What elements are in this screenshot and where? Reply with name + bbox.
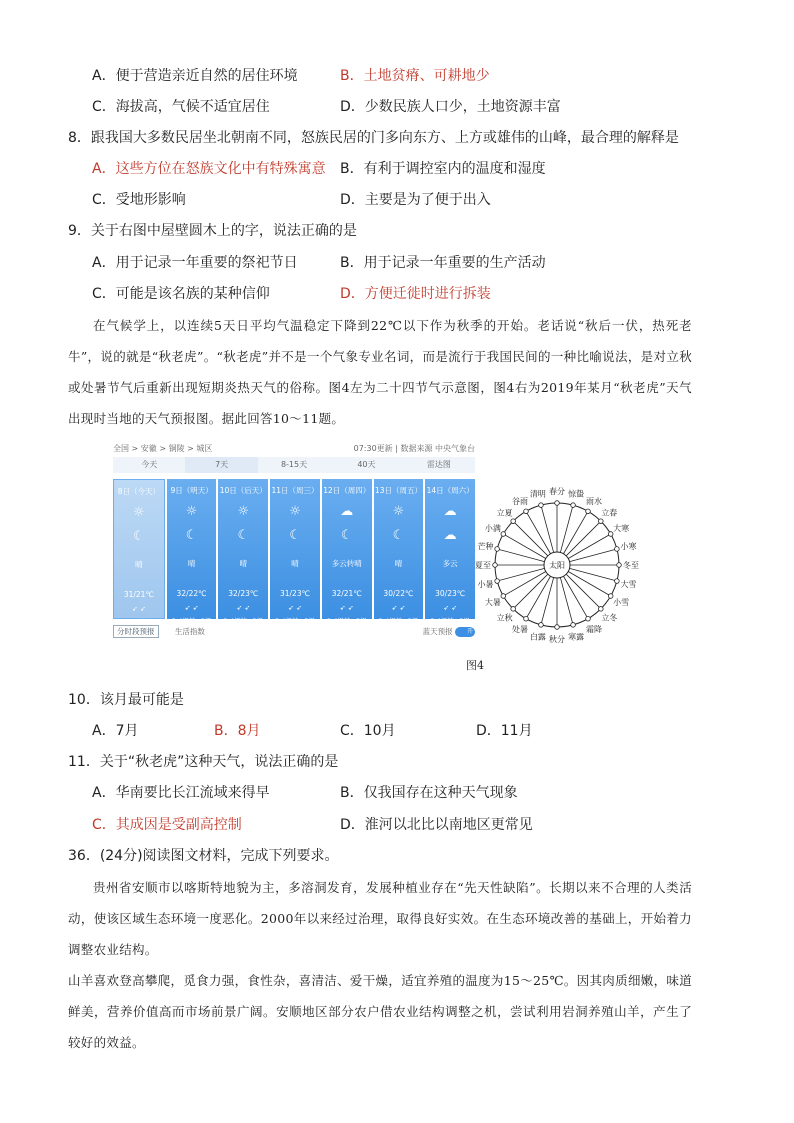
q8-option-c: C．受地形影响 xyxy=(92,192,186,208)
term-point xyxy=(617,563,622,568)
term-label: 霜降 xyxy=(586,625,602,635)
forecast-day-card[interactable] xyxy=(374,479,424,625)
term-point xyxy=(599,519,604,524)
wind-icon: ➶ ➶ xyxy=(184,604,199,612)
term-spoke xyxy=(568,572,610,597)
q11-option-c: C．其成因是受副高控制 xyxy=(92,817,242,833)
night-weather-icon: ☾ xyxy=(237,528,250,543)
blue-sky-toggle[interactable]: 开 xyxy=(455,627,475,637)
term-point xyxy=(495,547,500,552)
q7-option-d: D．少数民族人口少，土地资源丰富 xyxy=(340,99,561,115)
passage-text: 在气候学上，以连续5天日平均气温稳定下降到22℃以下作为秋季的开始。老话说“秋后一伏，热死老牛”，说的就是“秋老虎”。“秋老虎”并不是一个气象专业名词，而是流行于我国民间的一种比喻说法，是对立秋或处暑节气后重新出现短期炎热天气的俗称。图4左为二十四节气示意图，图4右为2019年某月“秋老虎”天气出现时当地的天气预报图。据此回答10～11题。 xyxy=(68,318,692,426)
term-spoke xyxy=(526,511,551,553)
term-point xyxy=(586,509,591,514)
term-label: 谷雨 xyxy=(512,496,528,506)
forecast-condition: 晴 xyxy=(394,559,403,568)
tab-8-15day[interactable]: 8-15天 xyxy=(280,460,308,469)
night-weather-icon: ☾ xyxy=(133,529,145,544)
forecast-date: 8日（今天） xyxy=(117,487,160,496)
term-label: 夏至 xyxy=(475,561,491,570)
forecast-temperature: 32/23℃ xyxy=(228,589,259,598)
term-spoke xyxy=(513,574,548,609)
day-weather-icon: ☼ xyxy=(237,504,250,519)
term-point xyxy=(495,579,500,584)
term-point xyxy=(501,594,506,599)
forecast-date: 13日（周五） xyxy=(374,486,422,495)
q36-paragraph-2: 山羊喜欢登高攀爬，觅食力强，食性杂，喜清洁、爱干燥，适宜养殖的温度为15～25℃。因其肉质细嫩，味道鲜美，营养价值高而市场前景广阔。安顺地区部分农户借农业结构调整之机，尝试利用岩洞养殖山羊，产生了较好的效益。 xyxy=(68,973,692,1050)
forecast-date: 11日（周三） xyxy=(271,486,319,495)
day-weather-icon: ☼ xyxy=(392,504,405,519)
term-point xyxy=(599,607,604,612)
term-point xyxy=(615,547,620,552)
wind-icon: ➶ ➶ xyxy=(236,604,251,612)
forecast-temperature: 31/23℃ xyxy=(279,589,311,598)
term-spoke xyxy=(560,578,573,625)
wind-icon: ➶ ➶ xyxy=(443,604,458,612)
term-spoke xyxy=(497,549,544,562)
q8-stem: 8．跟我国大多数民居坐北朝南不同，怒族民居的门多向东方、上方或雄伟的山峰，最合理的解释是 xyxy=(68,130,679,146)
term-label: 大暑 xyxy=(484,598,501,607)
term-label: 冬至 xyxy=(623,561,639,570)
term-label: 大寒 xyxy=(613,524,630,533)
forecast-wind: 3-4级转<3级 xyxy=(326,617,367,625)
forecast-wind: 3-4级转<3级 xyxy=(223,617,264,625)
term-label: 寒露 xyxy=(568,632,585,642)
term-point xyxy=(571,623,576,628)
forecast-day-card[interactable] xyxy=(167,479,217,625)
forecast-condition: 晴 xyxy=(135,560,143,569)
term-label: 春分 xyxy=(549,487,565,496)
forecast-temperature: 32/22℃ xyxy=(176,589,207,598)
term-spoke xyxy=(526,576,551,618)
term-point xyxy=(615,579,620,584)
term-point xyxy=(511,519,516,524)
q10-option-b: B．8月 xyxy=(214,723,261,739)
term-label: 小寒 xyxy=(620,541,637,551)
forecast-day-card[interactable] xyxy=(425,479,475,625)
term-label: 雨水 xyxy=(586,496,602,506)
weather-update-info: 07:30更新 | 数据来源 中央气象台 xyxy=(353,443,475,453)
passage-autumn-tiger xyxy=(68,310,692,434)
term-point xyxy=(524,616,529,621)
q7-option-a: A．便于营造亲近自然的居住环境 xyxy=(92,68,298,84)
term-spoke xyxy=(570,549,617,562)
forecast-day-card[interactable] xyxy=(322,479,372,625)
term-spoke xyxy=(568,534,610,559)
q9-option-a: A．用于记录一年重要的祭祀节日 xyxy=(92,255,298,271)
q9-stem: 9．关于右图中屋壁圆木上的字，说法正确的是 xyxy=(68,223,357,239)
term-spoke xyxy=(564,576,589,618)
term-point xyxy=(539,503,544,508)
q36-stem: 36．(24分)阅读图文材料，完成下列要求。 xyxy=(68,848,339,864)
night-weather-icon: ☁ xyxy=(443,528,457,543)
term-label: 秋分 xyxy=(549,635,565,644)
forecast-day-card[interactable] xyxy=(270,479,320,625)
forecast-wind: 3-4级转<3级 xyxy=(378,617,419,625)
day-weather-icon: ☼ xyxy=(289,504,301,519)
weather-tabs xyxy=(113,457,475,473)
q8-option-a: A．这些方位在怒族文化中有特殊寓意 xyxy=(92,161,326,177)
term-label: 处暑 xyxy=(512,625,528,635)
term-spoke xyxy=(503,572,545,597)
day-weather-icon: ☼ xyxy=(185,504,198,519)
forecast-condition: 晴 xyxy=(291,559,299,568)
q9-option-c: C．可能是该名族的某种信仰 xyxy=(92,286,270,302)
sun-label: 太阳 xyxy=(549,561,565,570)
forecast-days xyxy=(113,479,475,626)
term-label: 小雪 xyxy=(613,598,630,607)
night-weather-icon: ☾ xyxy=(185,528,198,543)
weather-forecast-widget xyxy=(113,441,475,639)
q9-option-b: B．用于记录一年重要的生产活动 xyxy=(340,255,546,271)
forecast-temperature: 30/22℃ xyxy=(383,589,414,598)
term-point xyxy=(555,501,560,506)
term-spoke xyxy=(497,568,544,581)
forecast-temperature: 31/21℃ xyxy=(123,590,154,599)
night-weather-icon: ☾ xyxy=(289,528,301,543)
q10-option-d: D．11月 xyxy=(476,723,533,739)
forecast-condition: 晴 xyxy=(187,559,196,568)
q11-option-b: B．仅我国存在这种天气现象 xyxy=(340,785,518,801)
wind-icon: ➶ ➶ xyxy=(131,605,146,613)
figure-caption: 图4 xyxy=(466,659,484,672)
forecast-condition: 多云转晴 xyxy=(331,559,362,568)
term-label: 芒种 xyxy=(477,541,494,551)
forecast-condition: 晴 xyxy=(239,559,248,568)
q11-option-d: D．淮河以北比以南地区更常见 xyxy=(340,817,533,833)
term-point xyxy=(555,625,560,630)
life-index-link[interactable]: 生活指数 xyxy=(174,626,205,636)
term-spoke xyxy=(564,511,589,553)
forecast-wind: 3-4级转<3级 xyxy=(430,617,471,625)
term-label: 小满 xyxy=(484,524,501,533)
term-point xyxy=(493,563,498,568)
q7-option-c: C．海拔高，气候不适宜居住 xyxy=(92,99,270,115)
tab-today[interactable]: 今天 xyxy=(141,460,158,469)
term-label: 惊蛰 xyxy=(568,489,585,499)
term-point xyxy=(511,607,516,612)
weather-breadcrumb[interactable]: 全国 > 安徽 > 铜陵 > 城区 xyxy=(113,443,213,453)
solar-terms-diagram xyxy=(472,480,642,650)
term-spoke xyxy=(503,534,545,559)
q36-paragraph-1: 贵州省安顺市以喀斯特地貌为主，多溶洞发育，发展种植业存在“先天性缺陷”。长期以来不合理的人类活动，使该区域生态环境一度恶化。2000年以来经过治理，取得良好实效。在生态环境改善的基础上，开始着力调整农业结构。 xyxy=(68,880,692,957)
q8-option-b: B．有利于调控室内的温度和湿度 xyxy=(340,161,546,177)
term-point xyxy=(586,616,591,621)
term-point xyxy=(571,503,576,508)
forecast-date: 12日（周四） xyxy=(323,486,371,495)
term-label: 白露 xyxy=(529,632,546,642)
forecast-day-card[interactable] xyxy=(218,479,268,625)
night-weather-icon: ☾ xyxy=(340,528,353,543)
term-label: 立夏 xyxy=(496,508,513,518)
forecast-wind: <3级 xyxy=(130,618,147,626)
term-label: 立春 xyxy=(601,508,618,518)
q11-option-a: A．华南要比长江流域来得早 xyxy=(92,785,270,801)
q9-option-d: D．方便迁徙时进行拆装 xyxy=(340,286,491,302)
q10-option-a: A．7月 xyxy=(92,723,139,739)
term-spoke xyxy=(541,505,554,552)
term-spoke xyxy=(560,505,573,552)
term-point xyxy=(501,532,506,537)
forecast-date: 10日（后天） xyxy=(219,486,267,495)
wind-icon: ➶ ➶ xyxy=(391,604,406,612)
term-spoke xyxy=(570,568,617,581)
forecast-condition: 多云 xyxy=(442,559,458,568)
q7-option-b: B．土地贫瘠、可耕地少 xyxy=(340,68,490,84)
q36-material xyxy=(68,872,692,1058)
night-weather-icon: ☾ xyxy=(392,528,405,543)
q11-stem: 11．关于“秋老虎”这种天气，说法正确的是 xyxy=(68,754,339,770)
tab-40day[interactable]: 40天 xyxy=(357,460,376,469)
q8-option-d: D．主要是为了便于出入 xyxy=(340,192,491,208)
hourly-forecast-button[interactable]: 分时段预报 xyxy=(113,625,159,638)
term-label: 立秋 xyxy=(496,613,513,623)
day-weather-icon: ☼ xyxy=(133,505,145,520)
day-weather-icon: ☁ xyxy=(443,504,457,519)
term-label: 大雪 xyxy=(620,580,637,590)
forecast-date: 14日（周六） xyxy=(426,486,474,495)
term-spoke xyxy=(566,521,601,556)
term-point xyxy=(539,623,544,628)
forecast-temperature: 32/21℃ xyxy=(331,589,362,598)
forecast-wind: 3-4级转<3级 xyxy=(275,617,315,625)
term-label: 立冬 xyxy=(601,613,618,623)
term-label: 小暑 xyxy=(477,580,494,590)
blue-sky-label: 蓝天预报 xyxy=(422,626,453,636)
forecast-temperature: 30/23℃ xyxy=(435,589,466,598)
wind-icon: ➶ ➶ xyxy=(288,604,302,612)
forecast-day-card[interactable] xyxy=(113,479,165,626)
q10-stem: 10．该月最可能是 xyxy=(68,692,184,708)
tab-radar[interactable]: 雷达图 xyxy=(426,460,451,469)
q10-option-c: C．10月 xyxy=(340,723,396,739)
term-spoke xyxy=(566,574,601,609)
day-weather-icon: ☁ xyxy=(340,504,354,519)
term-point xyxy=(524,509,529,514)
term-spoke xyxy=(541,578,554,625)
forecast-wind: 3-4级转<3级 xyxy=(171,617,212,625)
forecast-date: 9日（明天） xyxy=(170,486,213,495)
tab-7day[interactable]: 7天 xyxy=(185,457,257,473)
term-label: 清明 xyxy=(529,489,546,499)
wind-icon: ➶ ➶ xyxy=(339,604,354,612)
term-spoke xyxy=(513,521,548,556)
